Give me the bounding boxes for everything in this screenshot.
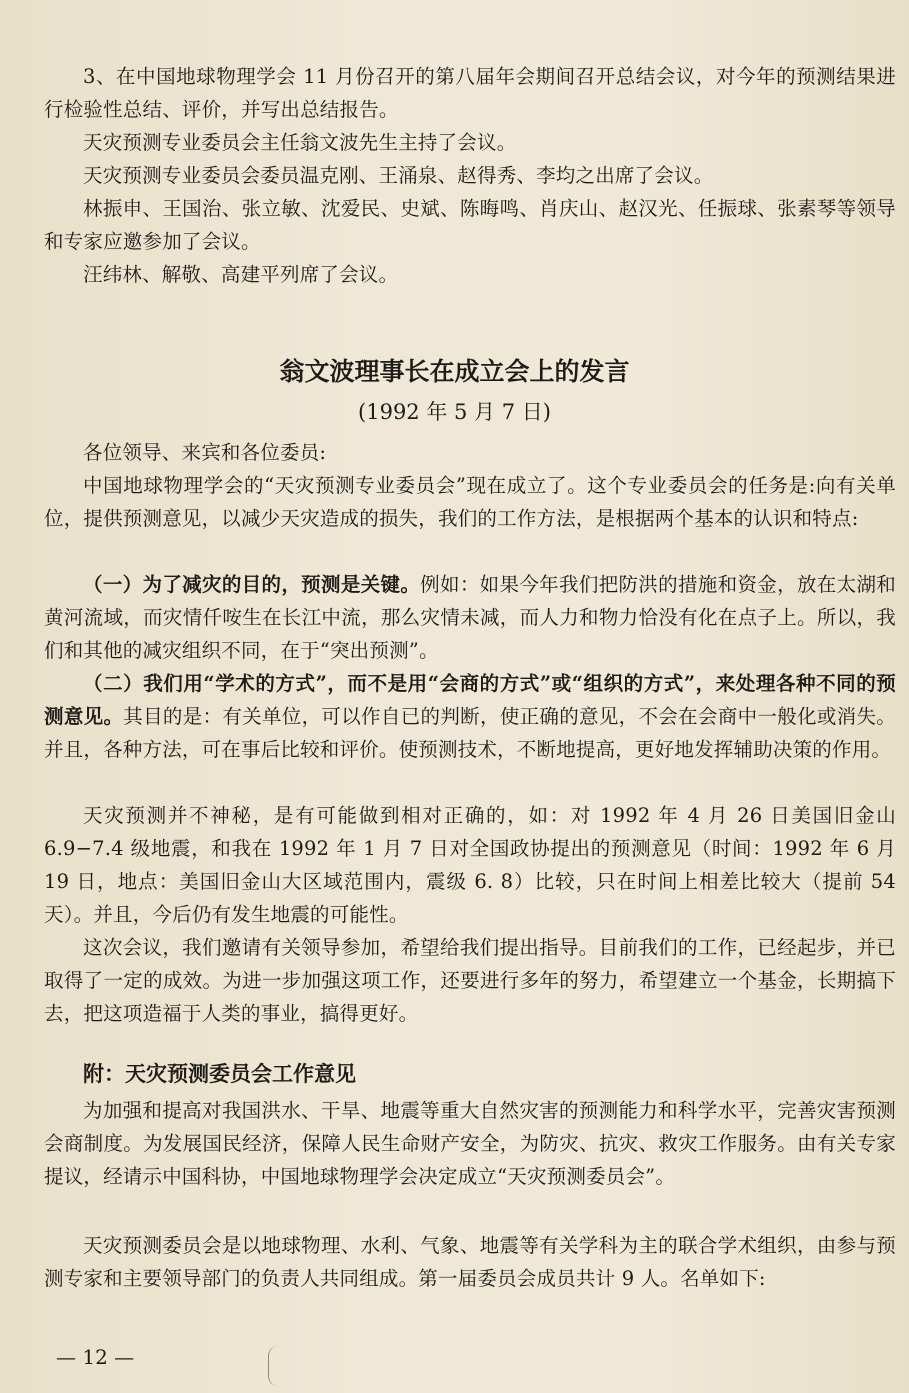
speech-date: (1992 年 5 月 7 日) <box>358 400 551 424</box>
appendix-paragraph-1: 为加强和提高对我国洪水、干旱、地震等重大自然灾害的预测能力和科学水平，完善灾害预测会商制度。为发展国民经济，保障人民生命财产安全，为防灾、抗灾、救灾工作服务。由有关专家提议，经请示中国科协，中国地球物理学会决定成立“天灾预测委员会”。 <box>44 1099 896 1188</box>
speech-point-1 <box>44 568 896 667</box>
paragraph-attendees: 汪纬林、解敬、高建平列席了会议。 <box>83 263 399 286</box>
speech-point-2 <box>44 667 896 766</box>
point-2-text: 其目的是：有关单位，可以作自已的判断，使正确的意见，不会在会商中一般化或消失。并且，各种方法，可在事后比较和评价。使预测技术，不断地提高，更好地发挥辅助决策的作用。 <box>44 705 896 761</box>
speech-title: 翁文波理事长在成立会上的发言 <box>279 357 630 386</box>
page-number: — 12 — <box>56 1345 135 1369</box>
salutation: 各位领导、来宾和各位委员: <box>83 441 327 464</box>
paragraph-guests: 林振申、王国治、张立敏、沈爱民、史斌、陈晦鸣、肖庆山、赵汉光、任振球、张素琴等领导和专家应邀参加了会议。 <box>44 197 896 253</box>
speech-paragraph-1: 中国地球物理学会的“天灾预测专业委员会”现在成立了。这个专业委员会的任务是:向有关单位，提供预测意见，以减少天灾造成的损失，我们的工作方法，是根据两个基本的认识和特点: <box>44 474 896 530</box>
paragraph-chair: 天灾预测专业委员会主任翁文波先生主持了会议。 <box>83 131 517 154</box>
speech-paragraph-3: 天灾预测并不神秘，是有可能做到相对正确的，如：对 1992 年 4 月 26 日美国旧金山 6.9−7.4 级地震，和我在 1992 年 1 月 7 日对全国政协提出的预测意见（时间：1992 年 6 月 19 日，地点：美国旧金山大区域范围内，震级 6. 8）比较，只在时间上相差比较大（提前 54 天）。并且，今后仍有发生地震的可能性。 <box>44 804 896 926</box>
pen-mark <box>268 1346 283 1386</box>
paragraph-item3: 3、在中国地球物理学会 11 月份召开的第八届年会期间召开总结会议，对今年的预测结果进行检验性总结、评价，并写出总结报告。 <box>44 65 896 121</box>
point-2-heading: （二）我们用“学术的方式”，而不是用“会商的方式”或“组织的方式”，来处理各种不同的预测意见。 <box>44 672 896 728</box>
speech-paragraph-4: 这次会议，我们邀请有关领导参加，希望给我们提出指导。目前我们的工作，已经起步，并已取得了一定的成效。为进一步加强这项工作，还要进行多年的努力，希望建立一个基金，长期搞下去，把这项造福于人类的事业，搞得更好。 <box>44 936 896 1025</box>
appendix-paragraph-2: 天灾预测委员会是以地球物理、水利、气象、地震等有关学科为主的联合学术组织，由参与预测专家和主要领导部门的负责人共同组成。第一届委员会成员共计 9 人。名单如下: <box>44 1234 896 1290</box>
paragraph-members: 天灾预测专业委员会委员温克刚、王涌泉、赵得秀、李均之出席了会议。 <box>83 164 714 187</box>
point-1-heading: （一）为了减灾的目的，预测是关键。 <box>83 573 421 596</box>
appendix-title: 附：天灾预测委员会工作意见 <box>83 1061 356 1086</box>
point-1-text: 例如：如果今年我们把防洪的措施和资金，放在太湖和黄河流域，而灾情仟咹生在长江中流，那么灾情未减，而人力和物力恰没有化在点子上。所以，我们和其他的减灾组织不同，在于“突出预测”。 <box>44 573 896 662</box>
